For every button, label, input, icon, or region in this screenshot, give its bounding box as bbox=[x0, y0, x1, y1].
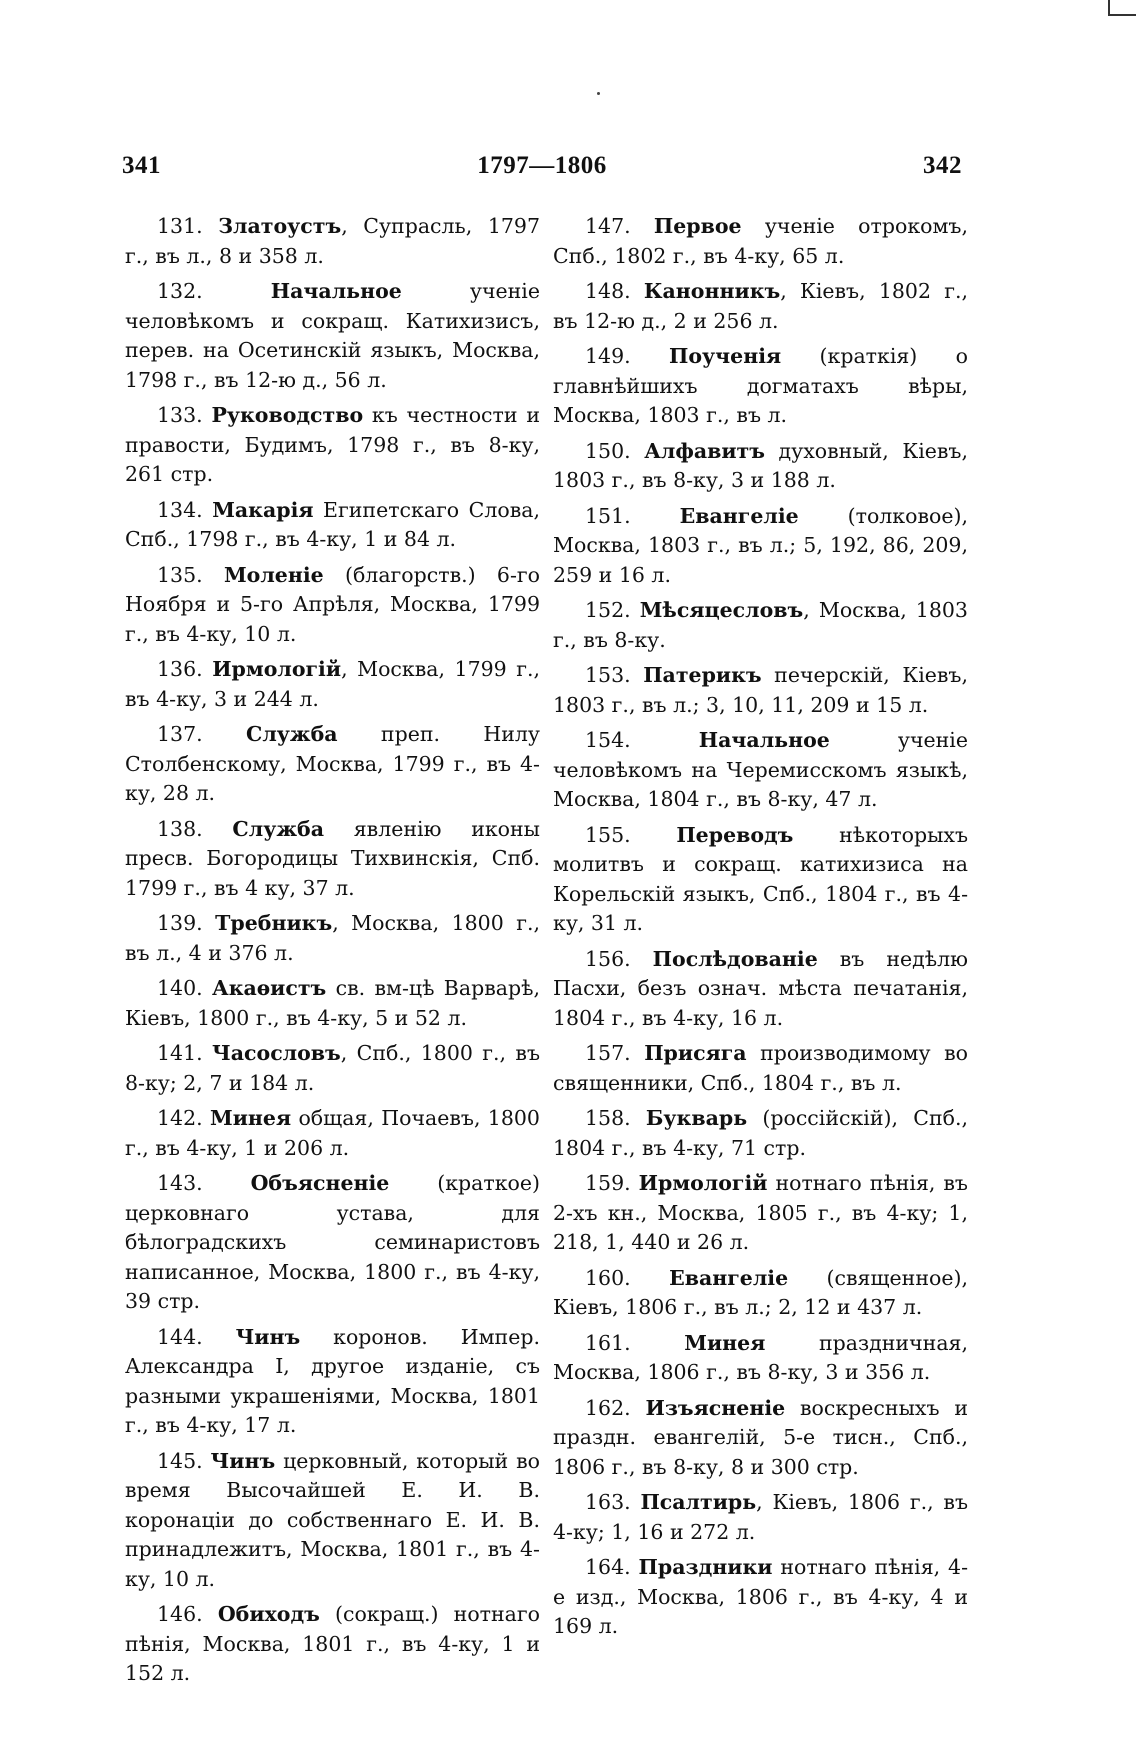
entry-title: Ирмологій bbox=[638, 1171, 768, 1195]
catalog-entry bbox=[553, 1488, 968, 1547]
entry-number: 146. bbox=[157, 1602, 203, 1626]
entry-number: 149. bbox=[585, 344, 631, 368]
catalog-entry bbox=[125, 1104, 540, 1163]
entry-details: , Москва, 1800 г., въ л., 4 и 376 л. bbox=[125, 911, 540, 965]
entry-title: Минея bbox=[684, 1330, 766, 1355]
entry-title: Евангеліе bbox=[669, 1265, 789, 1290]
entry-title: Требникъ bbox=[215, 911, 333, 935]
catalog-entry bbox=[553, 661, 968, 720]
entry-title: Изъясненіе bbox=[645, 1395, 786, 1420]
entry-number: 136. bbox=[157, 657, 203, 681]
catalog-entry bbox=[125, 1600, 540, 1689]
entry-details: нотнаго пѣнія, 4-е изд., Москва, 1806 г., въ 4-ку, 4 и 169 л. bbox=[553, 1555, 968, 1638]
catalog-entry bbox=[553, 1553, 968, 1642]
entry-details: церковный, который во время Высочайшей Е. И. В. коронаціи до собственнаго Е. И. В. принадлежитъ, Москва, 1801 г., въ 4-ку, 10 л. bbox=[125, 1448, 540, 1591]
entry-number: 143. bbox=[157, 1171, 203, 1195]
catalog-entry bbox=[125, 720, 540, 809]
entry-number: 151. bbox=[585, 503, 631, 528]
entry-number: 154. bbox=[585, 728, 631, 752]
catalog-entry bbox=[553, 1264, 968, 1323]
catalog-entry bbox=[125, 496, 540, 555]
entry-number: 147. bbox=[585, 214, 631, 238]
catalog-entry bbox=[553, 1169, 968, 1258]
entry-number: 164. bbox=[585, 1555, 631, 1579]
catalog-entry bbox=[553, 1329, 968, 1388]
entry-title: Служба bbox=[232, 816, 324, 841]
entry-title: Букварь bbox=[645, 1106, 748, 1130]
entry-title: Мѣсяцесловъ bbox=[639, 598, 804, 622]
entry-number: 139. bbox=[157, 911, 203, 935]
catalog-entry bbox=[553, 821, 968, 939]
entry-details: (благорств.) 6-го Ноября и 5-го Апрѣля, Москва, 1799 г., въ 4-ку, 10 л. bbox=[125, 562, 540, 646]
catalog-entry bbox=[553, 945, 968, 1034]
entry-number: 163. bbox=[585, 1490, 631, 1514]
entry-details: , Кіевъ, 1806 г., въ 4-ку; 1, 16 и 272 л. bbox=[553, 1490, 968, 1544]
entry-number: 152. bbox=[585, 598, 631, 622]
entry-number: 160. bbox=[585, 1265, 631, 1290]
entry-details: , Москва, 1803 г., въ 8-ку. bbox=[553, 598, 968, 652]
entry-number: 155. bbox=[585, 822, 631, 847]
entry-details: нѣкоторыхъ молитвъ и сокращ. катихизиса на Корельскій языкъ, Спб., 1804 г., въ 4-ку, 31 л. bbox=[553, 822, 968, 935]
catalog-entry bbox=[125, 1039, 540, 1098]
entry-details: печерскій, Кіевъ, 1803 г., въ л.; 3, 10, 11, 209 и 15 л. bbox=[553, 663, 968, 717]
entry-number: 132. bbox=[157, 279, 203, 303]
entry-details: духовный, Кіевъ, 1803 г., въ 8-ку, 3 и 188 л. bbox=[553, 438, 968, 492]
entry-number: 141. bbox=[157, 1041, 203, 1065]
entry-details: ученіе человѣкомъ и сокращ. Катихизисъ, перев. на Осетинскій языкъ, Москва, 1798 г., въ 12-ю д., 56 л. bbox=[125, 279, 540, 392]
entry-title: Моленіе bbox=[223, 562, 324, 587]
catalog-entry bbox=[553, 1104, 968, 1163]
entry-title: Служба bbox=[246, 722, 338, 746]
entry-details: преп. Нилу Столбенскому, Москва, 1799 г., въ 4-ку, 28 л. bbox=[125, 722, 540, 805]
catalog-entry bbox=[125, 974, 540, 1033]
entry-title: Переводъ bbox=[676, 822, 794, 847]
left-column bbox=[125, 212, 540, 1695]
entry-details: (толковое), Москва, 1803 г., въ л.; 5, 192, 86, 209, 259 и 16 л. bbox=[553, 503, 968, 587]
entry-details: нотнаго пѣнія, въ 2-хъ кн., Москва, 1805 г., въ 4-ку; 1, 218, 1, 440 и 26 л. bbox=[553, 1171, 968, 1254]
entry-details: , Супрасль, 1797 г., въ л., 8 и 358 л. bbox=[125, 214, 540, 268]
entry-details: въ недѣлю Пасхи, безъ означ. мѣста печатанія, 1804 г., въ 4-ку, 16 л. bbox=[553, 946, 968, 1030]
catalog-entry bbox=[553, 277, 968, 336]
entry-title: Праздники bbox=[638, 1555, 773, 1579]
catalog-entry bbox=[553, 726, 968, 815]
catalog-entry bbox=[125, 815, 540, 904]
catalog-entry bbox=[125, 1447, 540, 1595]
entry-number: 144. bbox=[157, 1324, 203, 1349]
entry-details: ученіе человѣкомъ на Черемисскомъ языкѣ, Москва, 1804 г., въ 8-ку, 47 л. bbox=[553, 728, 968, 811]
entry-number: 150. bbox=[585, 438, 631, 463]
entry-details: (россійскій), Спб., 1804 г., въ 4-ку, 71 стр. bbox=[553, 1106, 968, 1160]
entry-title: Присяга bbox=[644, 1041, 747, 1065]
entry-number: 157. bbox=[585, 1041, 631, 1065]
catalog-entry bbox=[125, 655, 540, 714]
entry-title: Алфавитъ bbox=[644, 438, 765, 463]
entry-number: 133. bbox=[157, 403, 203, 427]
running-head-years: 1797—1806 bbox=[477, 152, 607, 179]
entry-number: 145. bbox=[157, 1448, 203, 1473]
entry-title: Чинъ bbox=[210, 1448, 276, 1473]
catalog-entry bbox=[553, 437, 968, 496]
entry-title: Минея bbox=[210, 1106, 292, 1130]
entry-number: 135. bbox=[157, 562, 203, 587]
entry-title: Акаѳистъ bbox=[212, 976, 327, 1000]
entry-title: Часословъ bbox=[212, 1041, 341, 1065]
entry-number: 161. bbox=[585, 1330, 631, 1355]
entry-title: Начальное bbox=[270, 279, 402, 303]
right-column bbox=[553, 212, 968, 1648]
entry-details: , Москва, 1799 г., въ 4-ку, 3 и 244 л. bbox=[125, 657, 540, 711]
entry-title: Патерикъ bbox=[643, 663, 762, 687]
entry-number: 158. bbox=[585, 1106, 631, 1130]
entry-details: къ честности и правости, Будимъ, 1798 г., въ 8-ку, 261 стр. bbox=[125, 403, 540, 486]
entry-title: Начальное bbox=[698, 728, 830, 752]
catalog-entry bbox=[553, 1039, 968, 1098]
entry-title: Обиходъ bbox=[217, 1602, 320, 1626]
catalog-entry bbox=[125, 277, 540, 395]
entry-title: Руководство bbox=[211, 403, 364, 427]
entry-details: св. вм-цѣ Варварѣ, Кіевъ, 1800 г., въ 4-ку, 5 и 52 л. bbox=[125, 976, 540, 1030]
page-header bbox=[122, 146, 962, 186]
entry-number: 162. bbox=[585, 1395, 631, 1420]
entry-details: , Спб., 1800 г., въ 8-ку; 2, 7 и 184 л. bbox=[125, 1041, 540, 1095]
entry-number: 137. bbox=[157, 722, 203, 746]
catalog-entry bbox=[553, 502, 968, 591]
entry-details: (краткія) о главнѣйшихъ догматахъ вѣры, Москва, 1803 г., въ л. bbox=[553, 344, 968, 427]
entry-number: 159. bbox=[585, 1171, 631, 1195]
catalog-entry bbox=[125, 401, 540, 490]
entry-details: воскресныхъ и праздн. евангелій, 5-е тисн., Спб., 1806 г., въ 8-ку, 8 и 300 стр. bbox=[553, 1395, 968, 1479]
entry-title: Златоустъ bbox=[218, 214, 342, 238]
entry-title: Первое bbox=[653, 214, 742, 238]
corner-mark bbox=[1108, 0, 1136, 16]
entry-number: 131. bbox=[157, 214, 203, 238]
entry-title: Чинъ bbox=[235, 1324, 301, 1349]
page-number-left: 341 bbox=[122, 152, 161, 179]
entry-details: праздничная, Москва, 1806 г., въ 8-ку, 3 и 356 л. bbox=[553, 1330, 968, 1384]
entry-number: 134. bbox=[157, 497, 203, 522]
entry-details: (сокращ.) нотнаго пѣнія, Москва, 1801 г., въ 4-ку, 1 и 152 л. bbox=[125, 1602, 540, 1685]
entry-title: Объясненіе bbox=[250, 1171, 390, 1195]
entry-number: 140. bbox=[157, 976, 203, 1000]
entry-details: общая, Почаевъ, 1800 г., въ 4-ку, 1 и 206 л. bbox=[125, 1106, 540, 1160]
entry-number: 148. bbox=[585, 279, 631, 303]
entry-title: Поученія bbox=[669, 344, 782, 368]
entry-title: Евангеліе bbox=[679, 503, 799, 528]
catalog-entry bbox=[125, 561, 540, 650]
entry-title: Канонникъ bbox=[643, 279, 781, 303]
catalog-entry bbox=[553, 342, 968, 431]
speck bbox=[597, 92, 600, 95]
entry-number: 153. bbox=[585, 663, 631, 687]
catalog-entry bbox=[125, 1169, 540, 1317]
catalog-entry bbox=[553, 1394, 968, 1483]
entry-details: явленію иконы пресв. Богородицы Тихвинскія, Спб. 1799 г., въ 4 ку, 37 л. bbox=[125, 816, 540, 900]
catalog-entry bbox=[125, 909, 540, 968]
entry-details: ученіе отрокомъ, Спб., 1802 г., въ 4-ку, 65 л. bbox=[553, 214, 968, 268]
catalog-entry bbox=[553, 212, 968, 271]
catalog-entry bbox=[125, 1323, 540, 1441]
entry-details: производимому во священники, Спб., 1804 г., въ л. bbox=[553, 1041, 968, 1095]
entry-details: коронов. Импер. Александра I, другое изданіе, съ разными украшеніями, Москва, 1801 г., въ 4-ку, 17 л. bbox=[125, 1324, 540, 1437]
entry-number: 138. bbox=[157, 816, 203, 841]
page-number-right: 342 bbox=[923, 152, 962, 179]
catalog-entry bbox=[125, 212, 540, 271]
entry-details: , Кіевъ, 1802 г., въ 12-ю д., 2 и 256 л. bbox=[553, 279, 968, 333]
entry-details: (священное), Кіевъ, 1806 г., въ л.; 2, 12 и 437 л. bbox=[553, 1265, 968, 1319]
entry-number: 156. bbox=[585, 946, 631, 971]
entry-number: 142. bbox=[157, 1106, 203, 1130]
catalog-entry bbox=[553, 596, 968, 655]
entry-title: Псалтирь bbox=[640, 1490, 757, 1514]
entry-title: Ирмологій bbox=[212, 657, 342, 681]
entry-details: Египетскаго Слова, Спб., 1798 г., въ 4-ку, 1 и 84 л. bbox=[125, 497, 540, 551]
entry-title: Послѣдованіе bbox=[652, 946, 818, 971]
entry-details: (краткое) церковнаго устава, для бѣлоградскихъ семинаристовъ написанное, Москва, 1800 г., въ 4-ку, 39 стр. bbox=[125, 1171, 540, 1313]
entry-title: Макарія bbox=[212, 497, 314, 522]
